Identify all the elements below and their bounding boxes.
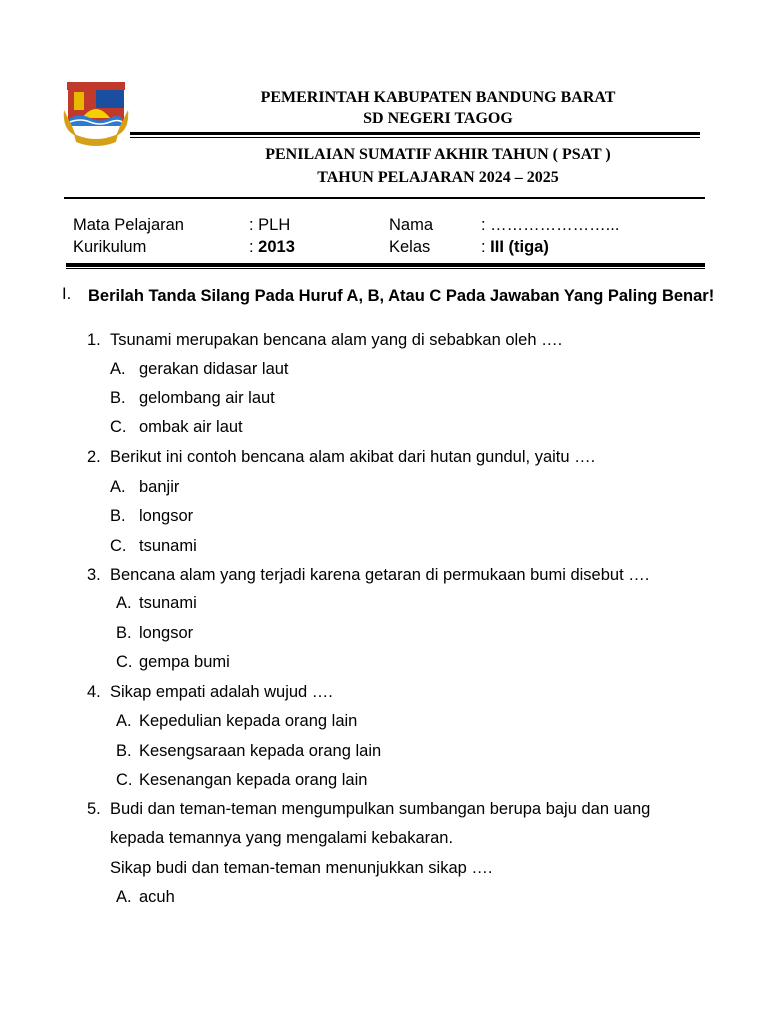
section-number: I.: [62, 285, 72, 303]
info-bottom-divider-thin: [66, 268, 705, 269]
name-field: : …………………...: [481, 216, 620, 234]
regency-emblem-logo: [62, 80, 130, 150]
class-value: : III (tiga): [481, 238, 549, 256]
subject-value: : PLH: [249, 216, 291, 234]
question-number: 3.: [87, 566, 101, 584]
subject-label: Mata Pelajaran: [73, 216, 184, 234]
question-text-line3: Sikap budi dan teman-teman menunjukkan sikap ….: [110, 859, 493, 877]
option-label: A.: [116, 888, 132, 906]
option-text: tsunami: [139, 594, 197, 612]
header-divider-thin: [130, 137, 700, 138]
option-label: B.: [110, 507, 126, 525]
question-text: Tsunami merupakan bencana alam yang di sebabkan oleh ….: [110, 331, 563, 349]
option-label: A.: [116, 594, 132, 612]
question-number: 2.: [87, 448, 101, 466]
question-text-line2: kepada temannya yang mengalami kebakaran.: [110, 829, 454, 847]
curriculum-value: : 2013: [249, 238, 295, 256]
option-label: B.: [116, 624, 132, 642]
option-label: B.: [116, 742, 132, 760]
question-number: 1.: [87, 331, 101, 349]
exam-title: PENILAIAN SUMATIF AKHIR TAHUN ( PSAT ): [265, 146, 611, 163]
info-bottom-divider-thick: [66, 263, 705, 267]
option-text: Kesenangan kepada orang lain: [139, 771, 368, 789]
school-name: SD NEGERI TAGOG: [363, 110, 513, 127]
option-text: tsunami: [139, 537, 197, 555]
option-text: gempa bumi: [139, 653, 230, 671]
option-label: C.: [116, 653, 133, 671]
question-text-line1: Budi dan teman-teman mengumpulkan sumbangan berupa baju dan uang: [110, 800, 651, 818]
option-label: A.: [110, 360, 126, 378]
class-label: Kelas: [389, 238, 431, 256]
option-label: B.: [110, 389, 126, 407]
option-text: ombak air laut: [139, 418, 243, 436]
option-text: banjir: [139, 478, 180, 496]
option-label: A.: [110, 478, 126, 496]
option-text: acuh: [139, 888, 175, 906]
section-instruction: Berilah Tanda Silang Pada Huruf A, B, Atau C Pada Jawaban Yang Paling Benar!: [88, 287, 715, 305]
question-text: Sikap empati adalah wujud ….: [110, 683, 333, 701]
option-text: Kepedulian kepada orang lain: [139, 712, 358, 730]
header-divider-thick: [130, 132, 700, 135]
option-text: gerakan didasar laut: [139, 360, 289, 378]
option-text: longsor: [139, 624, 194, 642]
option-label: C.: [110, 537, 127, 555]
curriculum-label: Kurikulum: [73, 238, 147, 256]
option-label: C.: [116, 771, 133, 789]
academic-year: TAHUN PELAJARAN 2024 – 2025: [317, 169, 559, 186]
option-text: longsor: [139, 507, 194, 525]
option-label: C.: [110, 418, 127, 436]
question-number: 4.: [87, 683, 101, 701]
option-text: gelombang air laut: [139, 389, 275, 407]
info-top-divider: [64, 197, 705, 199]
option-label: A.: [116, 712, 132, 730]
option-text: Kesengsaraan kepada orang lain: [139, 742, 382, 760]
question-number: 5.: [87, 800, 101, 818]
question-text: Bencana alam yang terjadi karena getaran di permukaan bumi disebut ….: [110, 566, 650, 584]
name-label: Nama: [389, 216, 434, 234]
question-text: Berikut ini contoh bencana alam akibat dari hutan gundul, yaitu ….: [110, 448, 596, 466]
government-header: PEMERINTAH KABUPATEN BANDUNG BARAT: [260, 89, 616, 106]
